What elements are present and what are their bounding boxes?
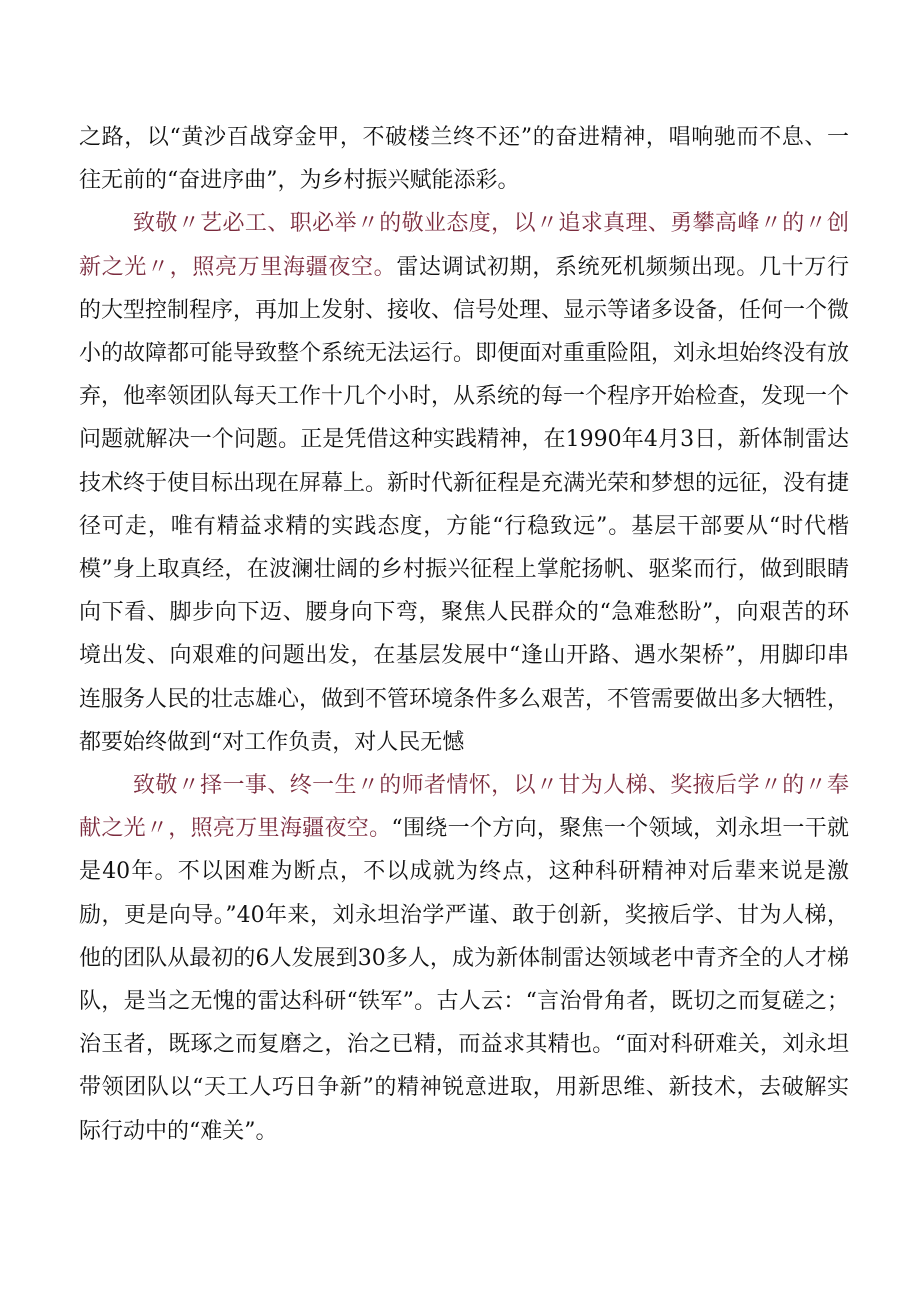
document-page — [79, 116, 849, 1153]
paragraph-3-lead: 致敬〃择一事、终一生〃的师者情怀，以〃甘为人梯、奖掖后学〃的〃奉献之光〃，照亮万里海疆夜空。 — [79, 773, 849, 842]
paragraph-2 — [79, 202, 849, 764]
paragraph-3 — [79, 764, 849, 1153]
paragraph-2-lead: 致敬〃艺必工、职必举〃的敬业态度，以〃追求真理、勇攀高峰〃的〃创新之光〃，照亮万里海疆夜空。 — [79, 211, 849, 280]
paragraph-2-body: 雷达调试初期，系统死机频频出现。几十万行的大型控制程序，再加上发射、接收、信号处理、显示等诸多设备，任何一个微小的故障都可能导致整个系统无法运行。即便面对重重险阻，刘永坦始终没有放弃，他率领团队每天工作十几个小时，从系统的每一个程序开始检查，发现一个问题就解决一个问题。正是凭借这种实践精神，在1990年4月3日，新体制雷达技术终于使目标出现在屏幕上。新时代新征程是充满光荣和梦想的远征，没有捷径可走，唯有精益求精的实践态度，方能“行稳致远”。基层干部要从“时代楷模”身上取真经，在波澜壮阔的乡村振兴征程上掌舵扬帆、驱桨而行，做到眼睛向下看、脚步向下迈、腰身向下弯，聚焦人民群众的“急难愁盼”，向艰苦的环境出发、向艰难的问题出发，在基层发展中“逢山开路、遇水架桥”，用脚印串连服务人民的壮志雄心，做到不管环境条件多么艰苦，不管需要做出多大牺牲，都要始终做到“对工作负责，对人民无憾 — [79, 254, 850, 755]
paragraph-3-body: “围绕一个方向，聚焦一个领域，刘永坦一干就是40年。不以困难为断点，不以成就为终点，这种科研精神对后辈来说是激励，更是向导。”40年来，刘永坦治学严谨、敢于创新，奖掖后学、甘为人梯，他的团队从最初的6人发展到30多人，成为新体制雷达领域老中青齐全的人才梯队，是当之无愧的雷达科研“铁军”。古人云：“言治骨角者，既切之而复磋之；治玉者，既琢之而复磨之，治之已精，而益求其精也。“面对科研难关，刘永坦带领团队以“天工人巧日争新”的精神锐意进取，用新思维、新技术，去破解实际行动中的“难关”。 — [79, 816, 849, 1144]
paragraph-1-body: 之路，以“黄沙百战穿金甲，不破楼兰终不还”的奋进精神，唱响驰而不息、一往无前的“奋进序曲”，为乡村振兴赋能添彩。 — [79, 125, 849, 194]
paragraph-1 — [79, 116, 849, 202]
